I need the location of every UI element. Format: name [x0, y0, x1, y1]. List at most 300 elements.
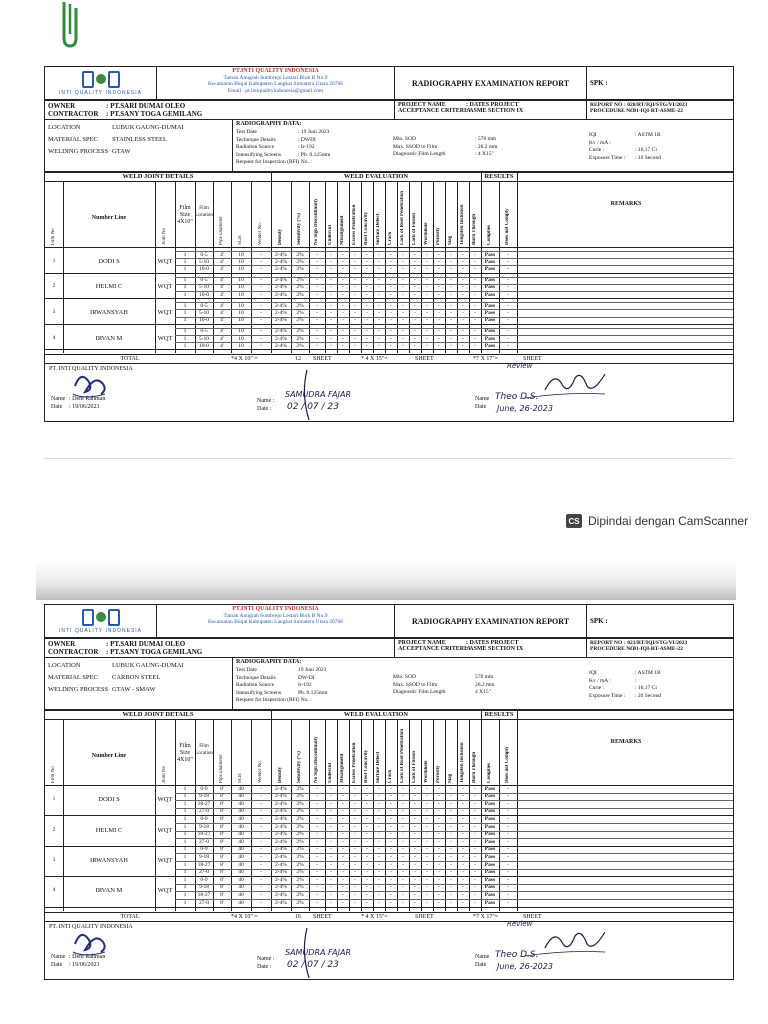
evaluation-dash: - — [354, 808, 356, 815]
evaluation-dash: - — [354, 291, 356, 298]
evaluation-dash: - — [402, 793, 404, 800]
density-value: 2-4% — [275, 899, 287, 906]
density-value: 2-4% — [275, 277, 287, 284]
evaluation-dash: - — [342, 277, 344, 284]
evaluation-dash: - — [474, 265, 476, 272]
sch-value: 10 — [238, 317, 244, 324]
non-comply-value: - — [507, 342, 509, 349]
film-location-value: 0-5 — [200, 328, 208, 335]
sch-value: 10 — [238, 265, 244, 272]
film-location-value: 27-0 — [198, 899, 210, 906]
iqi-logo-icon — [82, 71, 120, 88]
evaluation-dash: - — [330, 831, 332, 838]
evaluation-dash: - — [330, 291, 332, 298]
rt-label: Test Date — [236, 667, 257, 673]
evaluation-dash: - — [426, 277, 428, 284]
evaluation-dash: - — [450, 800, 452, 807]
density-value: 2-4% — [275, 815, 287, 822]
group-line — [45, 273, 733, 274]
film-location-value: 18-27 — [197, 891, 211, 898]
evaluation-dash: - — [316, 335, 318, 342]
pipe-diameter-value: 4' — [220, 335, 224, 342]
evaluation-dash: - — [390, 853, 392, 860]
sensitivity-value: 2% — [296, 342, 304, 349]
evaluation-dash: - — [342, 309, 344, 316]
evaluation-dash: - — [390, 291, 392, 298]
film-no-value: 3 — [52, 309, 56, 315]
material-block: LOCATION LUBUK GAUNG-DUMAI MATERIAL SPEC CARBON STEEL WELDING PROCESS GTAW - SMAW — [45, 658, 233, 709]
column-header-10: No Sign Discontinuity — [314, 198, 319, 245]
evaluation-dash: - — [316, 861, 318, 868]
review-handwritten: Review — [507, 919, 533, 928]
evaluation-dash: - — [366, 328, 368, 335]
evaluation-dash: - — [414, 899, 416, 906]
pipe-diameter-value: 8' — [220, 846, 224, 853]
evaluation-dash: - — [462, 291, 464, 298]
evaluation-dash: - — [426, 785, 428, 792]
film-location-value: 5-10 — [198, 309, 210, 316]
pipe-diameter-value: 4' — [220, 251, 224, 258]
evaluation-dash: - — [450, 815, 452, 822]
welder-value: - — [260, 335, 262, 342]
complies-value: Pass — [484, 291, 496, 298]
column-divider — [63, 181, 64, 353]
film-size-value: 1 — [183, 853, 187, 860]
sch-value: 40 — [238, 846, 244, 853]
film-4x15-total-label: * 4 X 15"= — [361, 913, 388, 920]
sensitivity-value: 2% — [296, 861, 304, 868]
joint-no-value: WQT — [157, 796, 173, 804]
evaluation-dash: - — [342, 823, 344, 830]
sch-value: 40 — [238, 823, 244, 830]
evaluation-dash: - — [342, 853, 344, 860]
film-location-value: 5-10 — [198, 284, 210, 291]
footer-signatures-icon — [45, 919, 735, 980]
exposure-label: IQI — [589, 132, 597, 138]
evaluation-dash: - — [450, 785, 452, 792]
number-line-header: Number Line — [91, 753, 127, 759]
evaluation-dash: - — [402, 838, 404, 845]
exposure-value: : ASTM 1B — [635, 132, 661, 138]
evaluation-dash: - — [316, 869, 318, 876]
column-header-23: Burn Through — [472, 213, 477, 245]
film-value: : 4 X15" — [475, 151, 494, 157]
evaluation-dash: - — [462, 317, 464, 324]
sensitivity-value: 2% — [296, 831, 304, 838]
welder-value: - — [260, 823, 262, 830]
evaluation-dash: - — [450, 793, 452, 800]
pipe-diameter-value: 4' — [220, 277, 224, 284]
welder-value: - — [260, 876, 262, 883]
evaluation-dash: - — [378, 265, 380, 272]
column-header-8: Density — [278, 228, 283, 245]
film-location-header: Film Location — [195, 744, 213, 756]
sensitivity-value: 2% — [296, 258, 304, 265]
evaluation-dash: - — [342, 793, 344, 800]
exposure-label: Exposure Time : — [589, 692, 626, 699]
evaluation-dash: - — [474, 823, 476, 830]
evaluation-dash: - — [438, 876, 440, 883]
sch-value: 40 — [238, 869, 244, 876]
weld-joint-details-header: WELD JOINT DETAILS — [122, 173, 194, 180]
footer-signatures-icon — [45, 364, 735, 422]
evaluation-dash: - — [390, 808, 392, 815]
sch-value: 40 — [238, 876, 244, 883]
evaluation-dash: - — [390, 884, 392, 891]
company-address-2: Kecamatan Binjai Kabupaten Langkat Sumatera Utara 20766 — [207, 81, 343, 88]
evaluation-dash: - — [426, 815, 428, 822]
film-label: Min. SOD — [393, 136, 416, 142]
evaluation-dash: - — [414, 277, 416, 284]
material-block: LOCATION LUBUK GAUNG-DUMAI MATERIAL SPEC STAINLESS STEEL WELDING PROCESS GTAW — [45, 120, 233, 171]
column-divider — [517, 173, 518, 181]
company-block — [157, 67, 395, 99]
film-location-header: Film Location — [195, 206, 213, 218]
sheet-label-1: SHEET — [313, 356, 332, 363]
evaluation-dash: - — [438, 317, 440, 324]
film-location-value: 10-0 — [198, 342, 210, 349]
evaluation-dash: - — [438, 869, 440, 876]
sensitivity-value: 2% — [296, 884, 304, 891]
film-location-value: 5-10 — [198, 335, 210, 342]
density-value: 2-4% — [275, 309, 287, 316]
evaluation-dash: - — [316, 251, 318, 258]
exposure-label: IQI — [589, 670, 597, 676]
sch-value: 10 — [238, 328, 244, 335]
reviewer-name-label: Name : — [257, 398, 275, 405]
evaluation-dash: - — [426, 891, 428, 898]
column-header-9: Sensitivity (%) — [297, 751, 302, 783]
density-value: 2-4% — [275, 831, 287, 838]
weld-evaluation-header: WELD EVALUATION — [343, 173, 409, 180]
evaluation-dash: - — [450, 808, 452, 815]
exposure-label: Curie : — [589, 147, 605, 153]
evaluation-dash: - — [474, 335, 476, 342]
film-size-value: 1 — [183, 302, 187, 309]
number-line-value: HELMI C — [95, 826, 123, 834]
evaluation-dash: - — [390, 800, 392, 807]
evaluation-dash: - — [462, 838, 464, 845]
evaluation-dash: - — [438, 277, 440, 284]
evaluation-dash: - — [426, 884, 428, 891]
evaluation-dash: - — [330, 342, 332, 349]
evaluation-dash: - — [316, 284, 318, 291]
evaluation-dash: - — [474, 800, 476, 807]
evaluation-dash: - — [378, 899, 380, 906]
rt-value: DW-DI — [298, 674, 315, 681]
exposure-value: : 16,17 Ci — [635, 147, 657, 153]
evaluation-dash: - — [354, 853, 356, 860]
evaluation-dash: - — [378, 876, 380, 883]
evaluation-dash: - — [354, 284, 356, 291]
evaluation-dash: - — [366, 258, 368, 265]
sch-value: 40 — [238, 793, 244, 800]
film-no-value: 3 — [52, 857, 56, 863]
evaluation-dash: - — [354, 815, 356, 822]
owner-project-row — [44, 638, 734, 658]
sensitivity-value: 2% — [296, 876, 304, 883]
evaluation-dash: - — [378, 302, 380, 309]
evaluation-dash: - — [402, 335, 404, 342]
evaluation-dash: - — [330, 815, 332, 822]
evaluation-dash: - — [462, 891, 464, 898]
pipe-diameter-value: 8' — [220, 815, 224, 822]
evaluation-dash: - — [450, 869, 452, 876]
evaluation-dash: - — [426, 899, 428, 906]
rt-label: Request for Inspection (RFI) No. : — [236, 159, 312, 165]
scan-page-edge — [36, 560, 736, 600]
sensitivity-value: 2% — [296, 251, 304, 258]
evaluation-dash: - — [354, 876, 356, 883]
evaluation-dash: - — [330, 876, 332, 883]
evaluation-dash: - — [402, 277, 404, 284]
number-line-value: IRVAN M — [95, 334, 123, 342]
column-header-19: Wormhole — [424, 222, 429, 245]
spk-field: SPK : — [590, 79, 608, 87]
evaluation-dash: - — [414, 808, 416, 815]
evaluation-dash: - — [426, 831, 428, 838]
complies-value: Pass — [484, 800, 496, 807]
non-comply-value: - — [507, 853, 509, 860]
film-7x17-total-label: *7 X 17"= — [473, 913, 499, 920]
evaluation-dash: - — [390, 823, 392, 830]
exposure-label: Curie : — [589, 685, 605, 691]
sensitivity-value: 2% — [296, 785, 304, 792]
non-comply-value: - — [507, 861, 509, 868]
density-value: 2-4% — [275, 291, 287, 298]
evaluation-dash: - — [474, 891, 476, 898]
column-header-21: Slag — [448, 235, 453, 245]
evaluation-dash: - — [438, 800, 440, 807]
film-4x10-total-value: 16 — [295, 913, 301, 920]
density-value: 2-4% — [275, 328, 287, 335]
sheet-label-3: SHEET — [523, 356, 542, 363]
evaluation-dash: - — [414, 309, 416, 316]
joint-no-value: WQT — [157, 257, 173, 265]
rt-data-list — [236, 667, 328, 705]
non-comply-value: - — [507, 328, 509, 335]
film-location-value: 10-0 — [198, 291, 210, 298]
film-size-value: 1 — [183, 884, 187, 891]
evaluation-dash: - — [366, 891, 368, 898]
non-comply-value: - — [507, 831, 509, 838]
evaluation-dash: - — [354, 891, 356, 898]
evaluation-dash: - — [462, 884, 464, 891]
evaluation-dash: - — [342, 328, 344, 335]
non-comply-value: - — [507, 258, 509, 265]
evaluation-dash: - — [462, 342, 464, 349]
film-size-value: 1 — [183, 317, 187, 324]
film-size-value: 1 — [183, 793, 187, 800]
evaluation-dash: - — [366, 815, 368, 822]
evaluation-dash: - — [366, 291, 368, 298]
pipe-diameter-value: 8' — [220, 793, 224, 800]
evaluation-dash: - — [438, 838, 440, 845]
non-comply-value: - — [507, 808, 509, 815]
evaluation-dash: - — [390, 785, 392, 792]
pipe-diameter-value: 4' — [220, 342, 224, 349]
film-location-value: 5-10 — [198, 258, 210, 265]
joint-no-value: WQT — [157, 887, 173, 895]
footer-name-label: Name — [51, 953, 66, 960]
evaluation-dash: - — [474, 884, 476, 891]
column-header-22: Tungsten Inclusion — [460, 742, 465, 783]
exposure-label: Exposure Time : — [589, 154, 626, 161]
column-header-25: Does not Comply — [505, 208, 510, 245]
project-block: PROJECT NAME : DATES PROJECT ACCEPTANCE CRITERIA: ASME SECTION IX — [395, 639, 587, 657]
evaluation-dash: - — [462, 309, 464, 316]
evaluation-dash: - — [354, 785, 356, 792]
evaluation-dash: - — [378, 815, 380, 822]
density-value: 2-4% — [275, 258, 287, 265]
evaluation-dash: - — [402, 808, 404, 815]
evaluation-dash: - — [342, 815, 344, 822]
film-size-value: 1 — [183, 265, 187, 272]
evaluation-dash: - — [426, 846, 428, 853]
non-comply-value: - — [507, 838, 509, 845]
column-divider — [155, 181, 156, 353]
evaluation-dash: - — [316, 785, 318, 792]
evaluation-dash: - — [474, 291, 476, 298]
evaluation-dash: - — [426, 335, 428, 342]
evaluation-dash: - — [316, 265, 318, 272]
evaluation-dash: - — [438, 891, 440, 898]
company-block — [157, 605, 395, 637]
evaluation-dash: - — [450, 342, 452, 349]
evaluation-dash: - — [438, 302, 440, 309]
welder-value: - — [260, 277, 262, 284]
evaluation-dash: - — [330, 861, 332, 868]
evaluation-dash: - — [474, 342, 476, 349]
evaluation-dash: - — [354, 309, 356, 316]
evaluation-dash: - — [450, 853, 452, 860]
complies-value: Pass — [484, 823, 496, 830]
number-line-value: IRWANSYAH — [90, 309, 128, 316]
exposure-value: : 16,17 Ci — [635, 685, 657, 691]
film-location-value: 0-9 — [200, 785, 208, 792]
evaluation-dash: - — [414, 785, 416, 792]
pipe-diameter-value: 8' — [220, 891, 224, 898]
film-data-list — [393, 674, 495, 697]
evaluation-dash: - — [414, 869, 416, 876]
sensitivity-value: 2% — [296, 265, 304, 272]
complies-value: Pass — [484, 846, 496, 853]
exposure-value: : ASTM 1B — [635, 670, 661, 676]
evaluation-dash: - — [378, 251, 380, 258]
evaluation-dash: - — [426, 265, 428, 272]
density-value: 2-4% — [275, 853, 287, 860]
group-line — [45, 907, 733, 908]
film-location-value: 9-18 — [198, 793, 210, 800]
evaluation-dash: - — [342, 861, 344, 868]
film-size-header: Film Size 4X10" — [177, 205, 193, 225]
evaluation-dash: - — [316, 302, 318, 309]
footer-name-value: : Deni Rahman — [69, 953, 106, 960]
group-line — [45, 298, 733, 299]
evaluation-dash: - — [330, 808, 332, 815]
evaluation-dash: - — [450, 876, 452, 883]
footer-name-value: : Deni Rahman — [69, 396, 106, 403]
column-header-16: Crack — [388, 231, 393, 245]
pipe-diameter-value: 4' — [220, 265, 224, 272]
column-header-7: Welder No. — [258, 760, 263, 783]
evaluation-dash: - — [342, 884, 344, 891]
sch-value: 40 — [238, 853, 244, 860]
footer-name-label: Name — [51, 396, 66, 403]
rt-label: Radiation Source — [236, 144, 275, 150]
evaluation-dash: - — [378, 342, 380, 349]
welder-value: - — [260, 265, 262, 272]
evaluation-dash: - — [450, 291, 452, 298]
rt-label: Intensifying Screens — [236, 151, 282, 158]
film-no-value: 1 — [52, 257, 56, 264]
film-location-value: 9-18 — [198, 823, 210, 830]
owner-project-row — [44, 100, 734, 120]
evaluation-dash: - — [426, 800, 428, 807]
group-line — [45, 349, 733, 350]
complies-value: Pass — [484, 884, 496, 891]
sch-value: 40 — [238, 884, 244, 891]
complies-value: Pass — [484, 891, 496, 898]
evaluation-dash: - — [438, 342, 440, 349]
evaluation-dash: - — [402, 899, 404, 906]
evaluation-dash: - — [402, 861, 404, 868]
evaluation-dash: - — [330, 277, 332, 284]
evaluation-dash: - — [462, 808, 464, 815]
evaluation-dash: - — [342, 808, 344, 815]
evaluation-dash: - — [316, 838, 318, 845]
density-value: 2-4% — [275, 838, 287, 845]
sheet-label-2: SHEET — [415, 356, 434, 363]
evaluation-dash: - — [378, 317, 380, 324]
results-header: RESULTS — [484, 711, 514, 718]
column-header-20: Porosity — [436, 227, 441, 245]
complies-value: Pass — [484, 258, 496, 265]
evaluation-dash: - — [378, 838, 380, 845]
evaluation-dash: - — [330, 284, 332, 291]
non-comply-value: - — [507, 899, 509, 906]
non-comply-value: - — [507, 815, 509, 822]
evaluation-dash: - — [450, 251, 452, 258]
evaluation-dash: - — [450, 284, 452, 291]
evaluation-dash: - — [378, 891, 380, 898]
column-header-8: Density — [278, 766, 283, 783]
number-line-value: HELMI C — [95, 283, 123, 291]
evaluation-dash: - — [450, 309, 452, 316]
evaluation-dash: - — [426, 317, 428, 324]
column-header-7: Welder No. — [258, 222, 263, 245]
evaluation-dash: - — [474, 899, 476, 906]
reviewer-date-label: Date : — [257, 406, 272, 413]
welder-value: - — [260, 853, 262, 860]
film-size-value: 1 — [183, 846, 187, 853]
evaluation-dash: - — [450, 861, 452, 868]
evaluation-dash: - — [414, 328, 416, 335]
film-size-value: 1 — [183, 291, 187, 298]
rt-value: : 19 Juni 2023 — [298, 129, 330, 135]
non-comply-value: - — [507, 251, 509, 258]
weld-evaluation-table — [44, 710, 734, 922]
rt-value: 19 Juni 2023 — [298, 667, 327, 673]
column-header-21: Slag — [448, 773, 453, 783]
evaluation-dash: - — [330, 800, 332, 807]
evaluation-dash: - — [390, 265, 392, 272]
logo-text: INTI QUALITY INDONESIA — [58, 89, 143, 96]
remarks-header: REMARKS — [610, 739, 642, 745]
number-line-header: Number Line — [91, 215, 127, 221]
column-header-20: Porosity — [436, 765, 441, 783]
evaluation-dash: - — [378, 785, 380, 792]
